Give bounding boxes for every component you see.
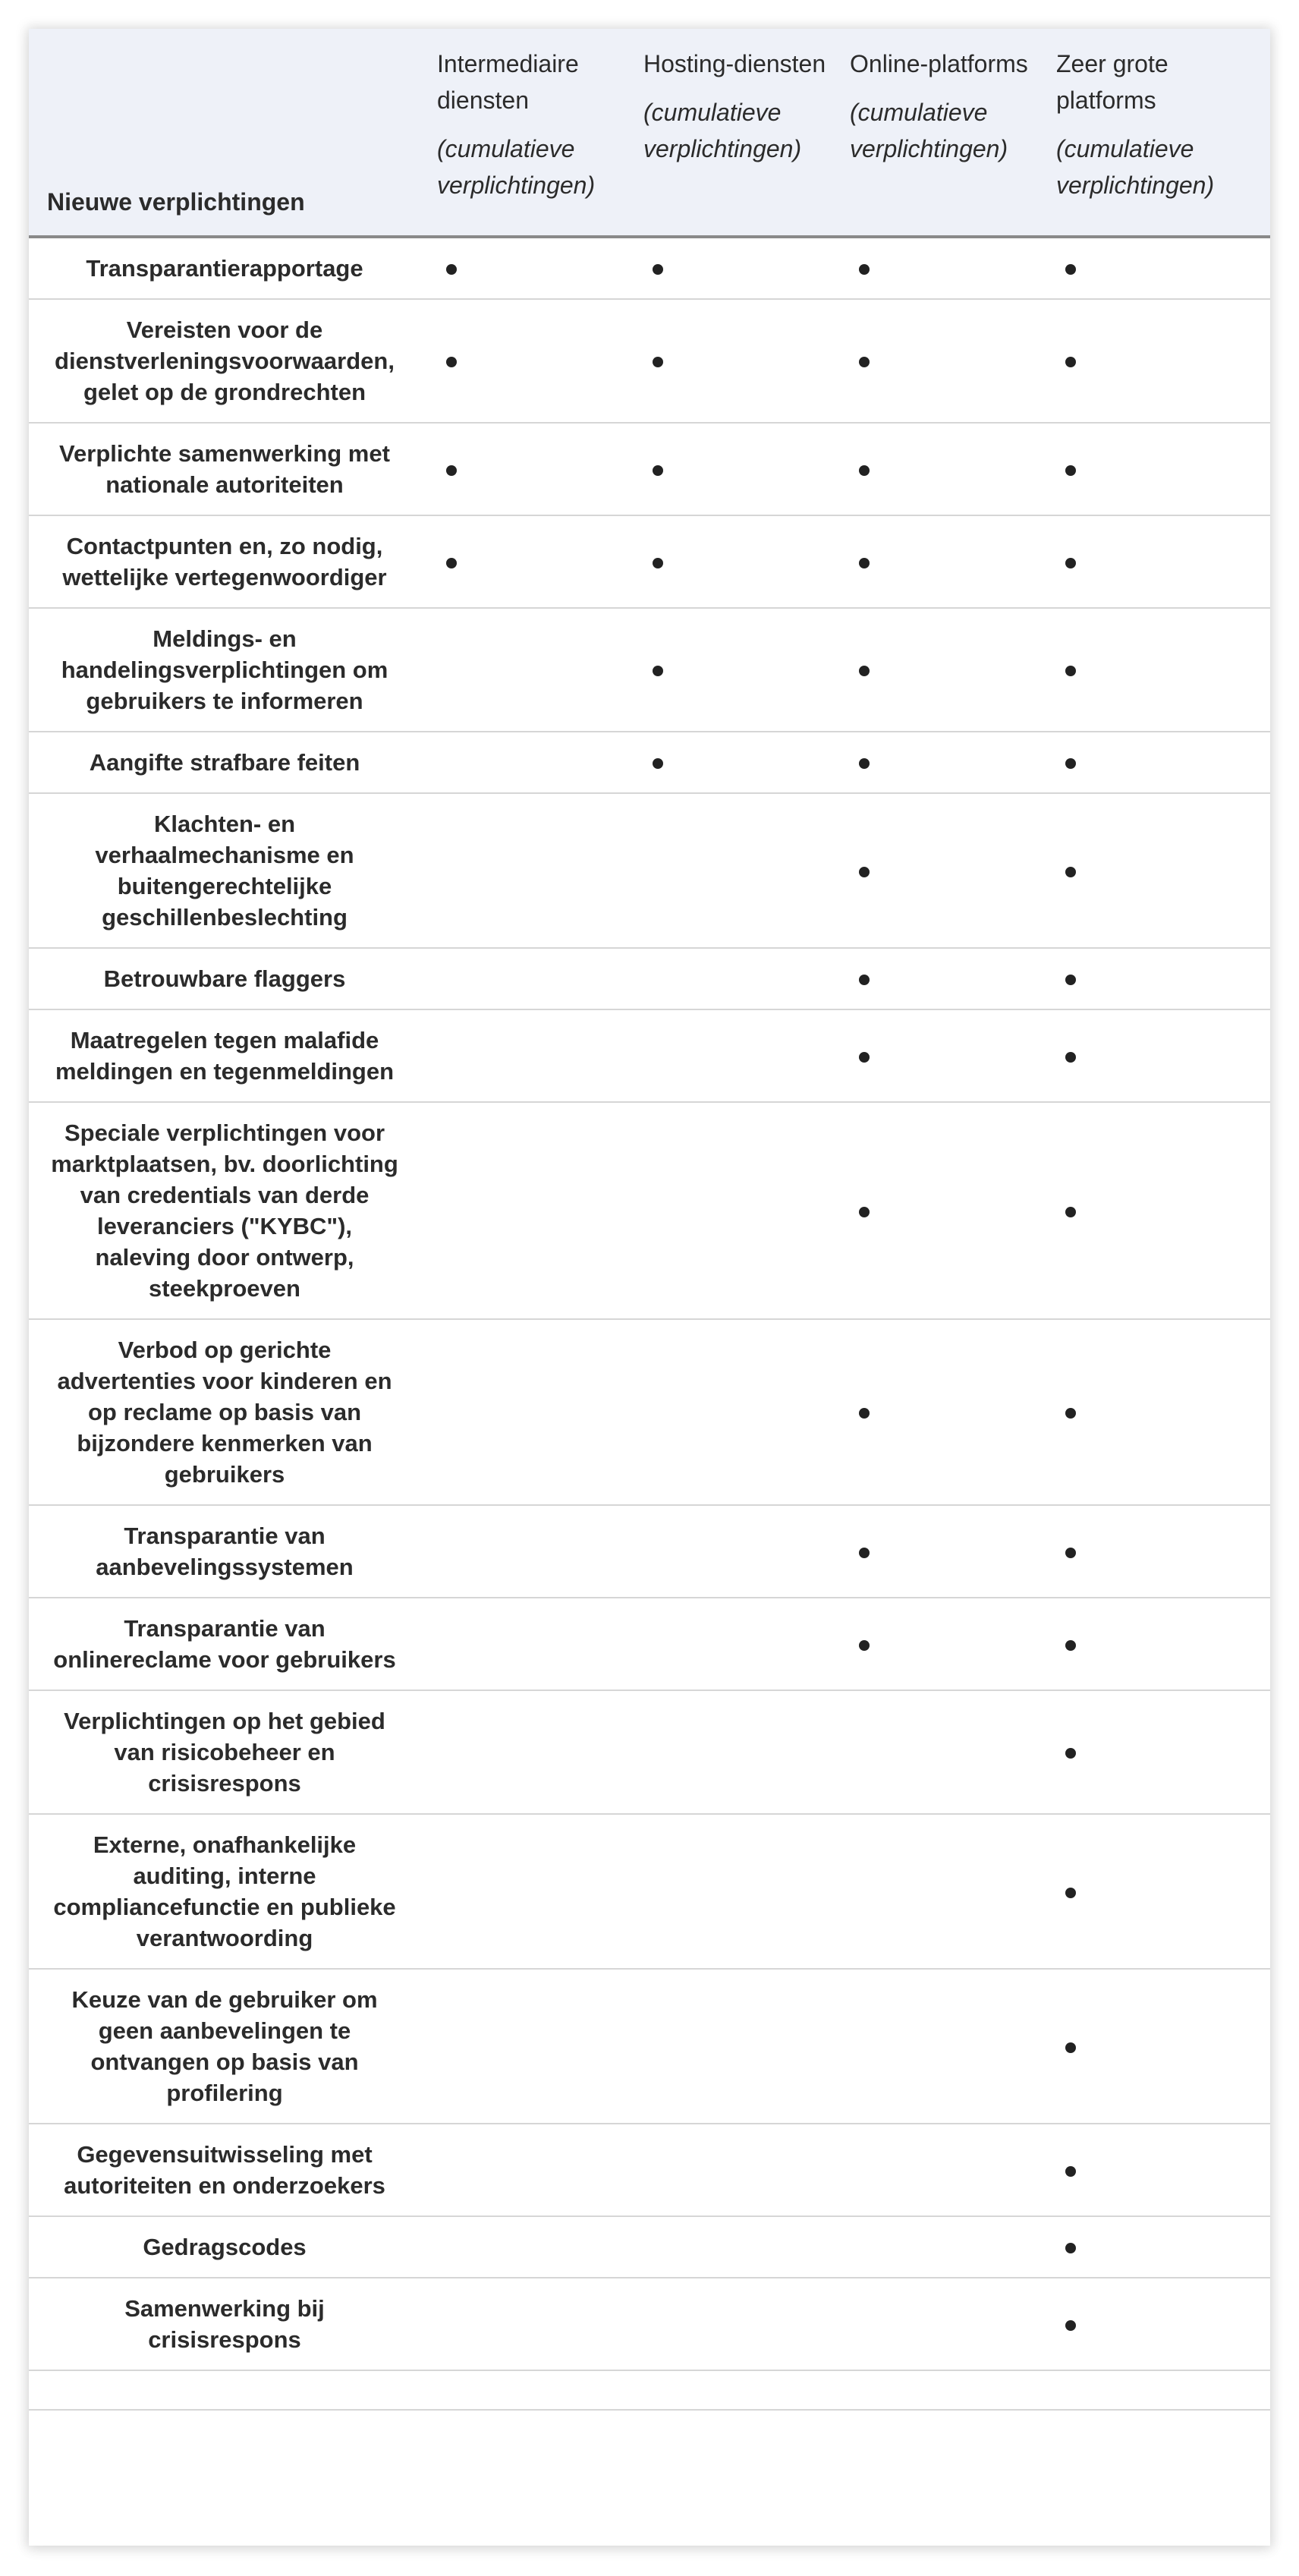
- bullet-icon: [859, 1640, 870, 1651]
- table-row: [29, 423, 1270, 515]
- applies-cell: [432, 2124, 639, 2216]
- applies-cell: [845, 1009, 1052, 1102]
- bullet-icon: [1065, 558, 1076, 568]
- applies-cell: [1052, 948, 1270, 1009]
- obligation-label: Maatregelen tegen malafide meldingen en tegenmeldingen: [29, 1009, 432, 1102]
- applies-cell: [1052, 515, 1270, 608]
- obligation-label: Transparantie van aanbevelingssystemen: [29, 1505, 432, 1598]
- applies-cell: [845, 1505, 1052, 1598]
- header-column-name: Hosting-diensten: [643, 50, 826, 77]
- applies-cell: [432, 515, 639, 608]
- bullet-icon: [859, 1207, 870, 1217]
- obligation-label: Aangifte strafbare feiten: [29, 732, 432, 793]
- bullet-icon: [1065, 1548, 1076, 1558]
- obligation-label: Speciale verplichtingen voor marktplaatsen, bv. doorlichting van credentials van derde leveranciers ("KYBC"), naleving door ontwerp, steekproeven: [29, 1102, 432, 1319]
- bullet-icon: [1065, 1052, 1076, 1063]
- applies-cell: [845, 299, 1052, 423]
- applies-cell: [845, 2216, 1052, 2278]
- table-row: [29, 237, 1270, 299]
- applies-cell: [432, 793, 639, 948]
- bullet-icon: [1065, 758, 1076, 769]
- applies-cell: [432, 1009, 639, 1102]
- bullet-icon: [859, 357, 870, 367]
- bullet-icon: [1065, 2320, 1076, 2331]
- table-row: [29, 1319, 1270, 1505]
- header-hosting-services: [639, 29, 845, 237]
- applies-cell: [639, 1009, 845, 1102]
- table-row: [29, 1690, 1270, 1814]
- bullet-icon: [1065, 1408, 1076, 1419]
- applies-cell: [432, 1690, 639, 1814]
- applies-cell: [1052, 2124, 1270, 2216]
- obligation-label: Vereisten voor de dienstverleningsvoorwaarden, gelet op de grondrechten: [29, 299, 432, 423]
- applies-cell: [639, 1505, 845, 1598]
- applies-cell: [1052, 1102, 1270, 1319]
- header-intermediary-services: [432, 29, 639, 237]
- bullet-icon: [1065, 2042, 1076, 2053]
- bullet-icon: [859, 666, 870, 676]
- applies-cell: [1052, 1814, 1270, 1969]
- applies-cell: [1052, 237, 1270, 299]
- header-column-name: Zeer grote platforms: [1056, 50, 1168, 114]
- applies-cell: [639, 1102, 845, 1319]
- bullet-icon: [859, 975, 870, 985]
- bullet-icon: [653, 558, 663, 568]
- obligation-label: Keuze van de gebruiker om geen aanbevelingen te ontvangen op basis van profilering: [29, 1969, 432, 2124]
- obligations-table-card: [29, 29, 1270, 2546]
- applies-cell: [639, 1319, 845, 1505]
- table-row: [29, 2216, 1270, 2278]
- bullet-icon: [653, 357, 663, 367]
- applies-cell: [639, 1690, 845, 1814]
- bullet-icon: [1065, 867, 1076, 877]
- applies-cell: [432, 732, 639, 793]
- table-row: [29, 1969, 1270, 2124]
- applies-cell: [432, 299, 639, 423]
- applies-cell: [845, 948, 1052, 1009]
- table-row: [29, 515, 1270, 608]
- table-row: [29, 2278, 1270, 2370]
- bullet-icon: [1065, 465, 1076, 476]
- applies-cell: [1052, 423, 1270, 515]
- bullet-icon: [446, 357, 457, 367]
- bullet-icon: [1065, 357, 1076, 367]
- applies-cell: [432, 423, 639, 515]
- table-row: [29, 1102, 1270, 1319]
- applies-cell: [845, 423, 1052, 515]
- bullet-icon: [1065, 1888, 1076, 1898]
- applies-cell: [845, 1814, 1052, 1969]
- applies-cell: [432, 1969, 639, 2124]
- header-very-large-platforms: [1052, 29, 1270, 237]
- header-column-note: (cumulatieve verplichtingen): [1056, 135, 1215, 199]
- applies-cell: [639, 1598, 845, 1690]
- applies-cell: [639, 793, 845, 948]
- bullet-icon: [653, 758, 663, 769]
- applies-cell: [432, 948, 639, 1009]
- table-row: [29, 732, 1270, 793]
- applies-cell: [845, 237, 1052, 299]
- bullet-icon: [859, 867, 870, 877]
- bullet-icon: [446, 465, 457, 476]
- applies-cell: [1052, 1505, 1270, 1598]
- header-column-note: (cumulatieve verplichtingen): [437, 135, 596, 199]
- applies-cell: [432, 1814, 639, 1969]
- header-new-obligations: Nieuwe verplichtingen: [29, 29, 432, 237]
- applies-cell: [432, 1102, 639, 1319]
- obligation-label: Meldings- en handelingsverplichtingen om gebruikers te informeren: [29, 608, 432, 732]
- applies-cell: [432, 237, 639, 299]
- header-column-name: Online-platforms: [850, 50, 1028, 77]
- applies-cell: [1052, 1969, 1270, 2124]
- applies-cell: [1052, 793, 1270, 948]
- table-header-row: [29, 29, 1270, 237]
- bullet-icon: [1065, 1207, 1076, 1217]
- header-column-note: (cumulatieve verplichtingen): [850, 99, 1008, 162]
- applies-cell: [639, 948, 845, 1009]
- obligation-label: Gegevensuitwisseling met autoriteiten en onderzoekers: [29, 2124, 432, 2216]
- bullet-icon: [859, 1548, 870, 1558]
- table-row: [29, 608, 1270, 732]
- bullet-icon: [859, 1408, 870, 1419]
- bullet-icon: [1065, 975, 1076, 985]
- applies-cell: [432, 2216, 639, 2278]
- bullet-icon: [1065, 1640, 1076, 1651]
- applies-cell: [1052, 1598, 1270, 1690]
- obligation-label: Transparantierapportage: [29, 237, 432, 299]
- obligation-label: Contactpunten en, zo nodig, wettelijke vertegenwoordiger: [29, 515, 432, 608]
- applies-cell: [845, 2124, 1052, 2216]
- header-column-note: (cumulatieve verplichtingen): [643, 99, 802, 162]
- obligation-label: Betrouwbare flaggers: [29, 948, 432, 1009]
- bullet-icon: [446, 558, 457, 568]
- applies-cell: [845, 515, 1052, 608]
- bullet-icon: [653, 666, 663, 676]
- obligation-label: Verplichtingen op het gebied van risicobeheer en crisisrespons: [29, 1690, 432, 1814]
- applies-cell: [432, 1319, 639, 1505]
- applies-cell: [1052, 1319, 1270, 1505]
- bullet-icon: [1065, 2166, 1076, 2177]
- applies-cell: [845, 1969, 1052, 2124]
- table-row: [29, 2124, 1270, 2216]
- table-row: [29, 1814, 1270, 1969]
- table-row: [29, 1598, 1270, 1690]
- bullet-icon: [859, 558, 870, 568]
- applies-cell: [639, 608, 845, 732]
- applies-cell: [1052, 608, 1270, 732]
- applies-cell: [1052, 299, 1270, 423]
- table-row: [29, 1505, 1270, 1598]
- obligation-label: Externe, onafhankelijke auditing, interne compliancefunctie en publieke verantwoording: [29, 1814, 432, 1969]
- applies-cell: [1052, 732, 1270, 793]
- applies-cell: [432, 608, 639, 732]
- obligation-label: Samenwerking bij crisisrespons: [29, 2278, 432, 2370]
- bullet-icon: [859, 465, 870, 476]
- bullet-icon: [1065, 666, 1076, 676]
- applies-cell: [845, 793, 1052, 948]
- applies-cell: [639, 2124, 845, 2216]
- table-body: [29, 237, 1270, 2410]
- applies-cell: [1052, 1009, 1270, 1102]
- obligation-label: Transparantie van onlinereclame voor gebruikers: [29, 1598, 432, 1690]
- bullet-icon: [859, 1052, 870, 1063]
- bullet-icon: [859, 264, 870, 275]
- bullet-icon: [1065, 264, 1076, 275]
- applies-cell: [845, 1319, 1052, 1505]
- applies-cell: [845, 2278, 1052, 2370]
- bullet-icon: [859, 758, 870, 769]
- obligations-table: [29, 29, 1270, 2411]
- applies-cell: [845, 732, 1052, 793]
- applies-cell: [845, 1690, 1052, 1814]
- applies-cell: [845, 1598, 1052, 1690]
- applies-cell: [432, 1505, 639, 1598]
- bullet-icon: [653, 264, 663, 275]
- applies-cell: [639, 237, 845, 299]
- applies-cell: [845, 608, 1052, 732]
- header-column-name: Intermediaire diensten: [437, 50, 579, 114]
- applies-cell: [639, 423, 845, 515]
- table-row: [29, 299, 1270, 423]
- table-row: [29, 948, 1270, 1009]
- applies-cell: [432, 2278, 639, 2370]
- bullet-icon: [1065, 1748, 1076, 1759]
- applies-cell: [639, 2278, 845, 2370]
- table-bottom-spacer: [29, 2370, 1270, 2410]
- applies-cell: [639, 299, 845, 423]
- bullet-icon: [1065, 2243, 1076, 2253]
- header-online-platforms: [845, 29, 1052, 237]
- obligation-label: Klachten- en verhaalmechanisme en buitengerechtelijke geschillenbeslechting: [29, 793, 432, 948]
- applies-cell: [639, 515, 845, 608]
- bullet-icon: [446, 264, 457, 275]
- applies-cell: [1052, 2278, 1270, 2370]
- applies-cell: [1052, 1690, 1270, 1814]
- applies-cell: [432, 1598, 639, 1690]
- obligation-label: Gedragscodes: [29, 2216, 432, 2278]
- table-row: [29, 1009, 1270, 1102]
- table-row: [29, 793, 1270, 948]
- applies-cell: [845, 1102, 1052, 1319]
- bullet-icon: [653, 465, 663, 476]
- applies-cell: [639, 2216, 845, 2278]
- applies-cell: [639, 732, 845, 793]
- applies-cell: [1052, 2216, 1270, 2278]
- applies-cell: [639, 1814, 845, 1969]
- obligation-label: Verbod op gerichte advertenties voor kinderen en op reclame op basis van bijzondere kenmerken van gebruikers: [29, 1319, 432, 1505]
- obligation-label: Verplichte samenwerking met nationale autoriteiten: [29, 423, 432, 515]
- applies-cell: [639, 1969, 845, 2124]
